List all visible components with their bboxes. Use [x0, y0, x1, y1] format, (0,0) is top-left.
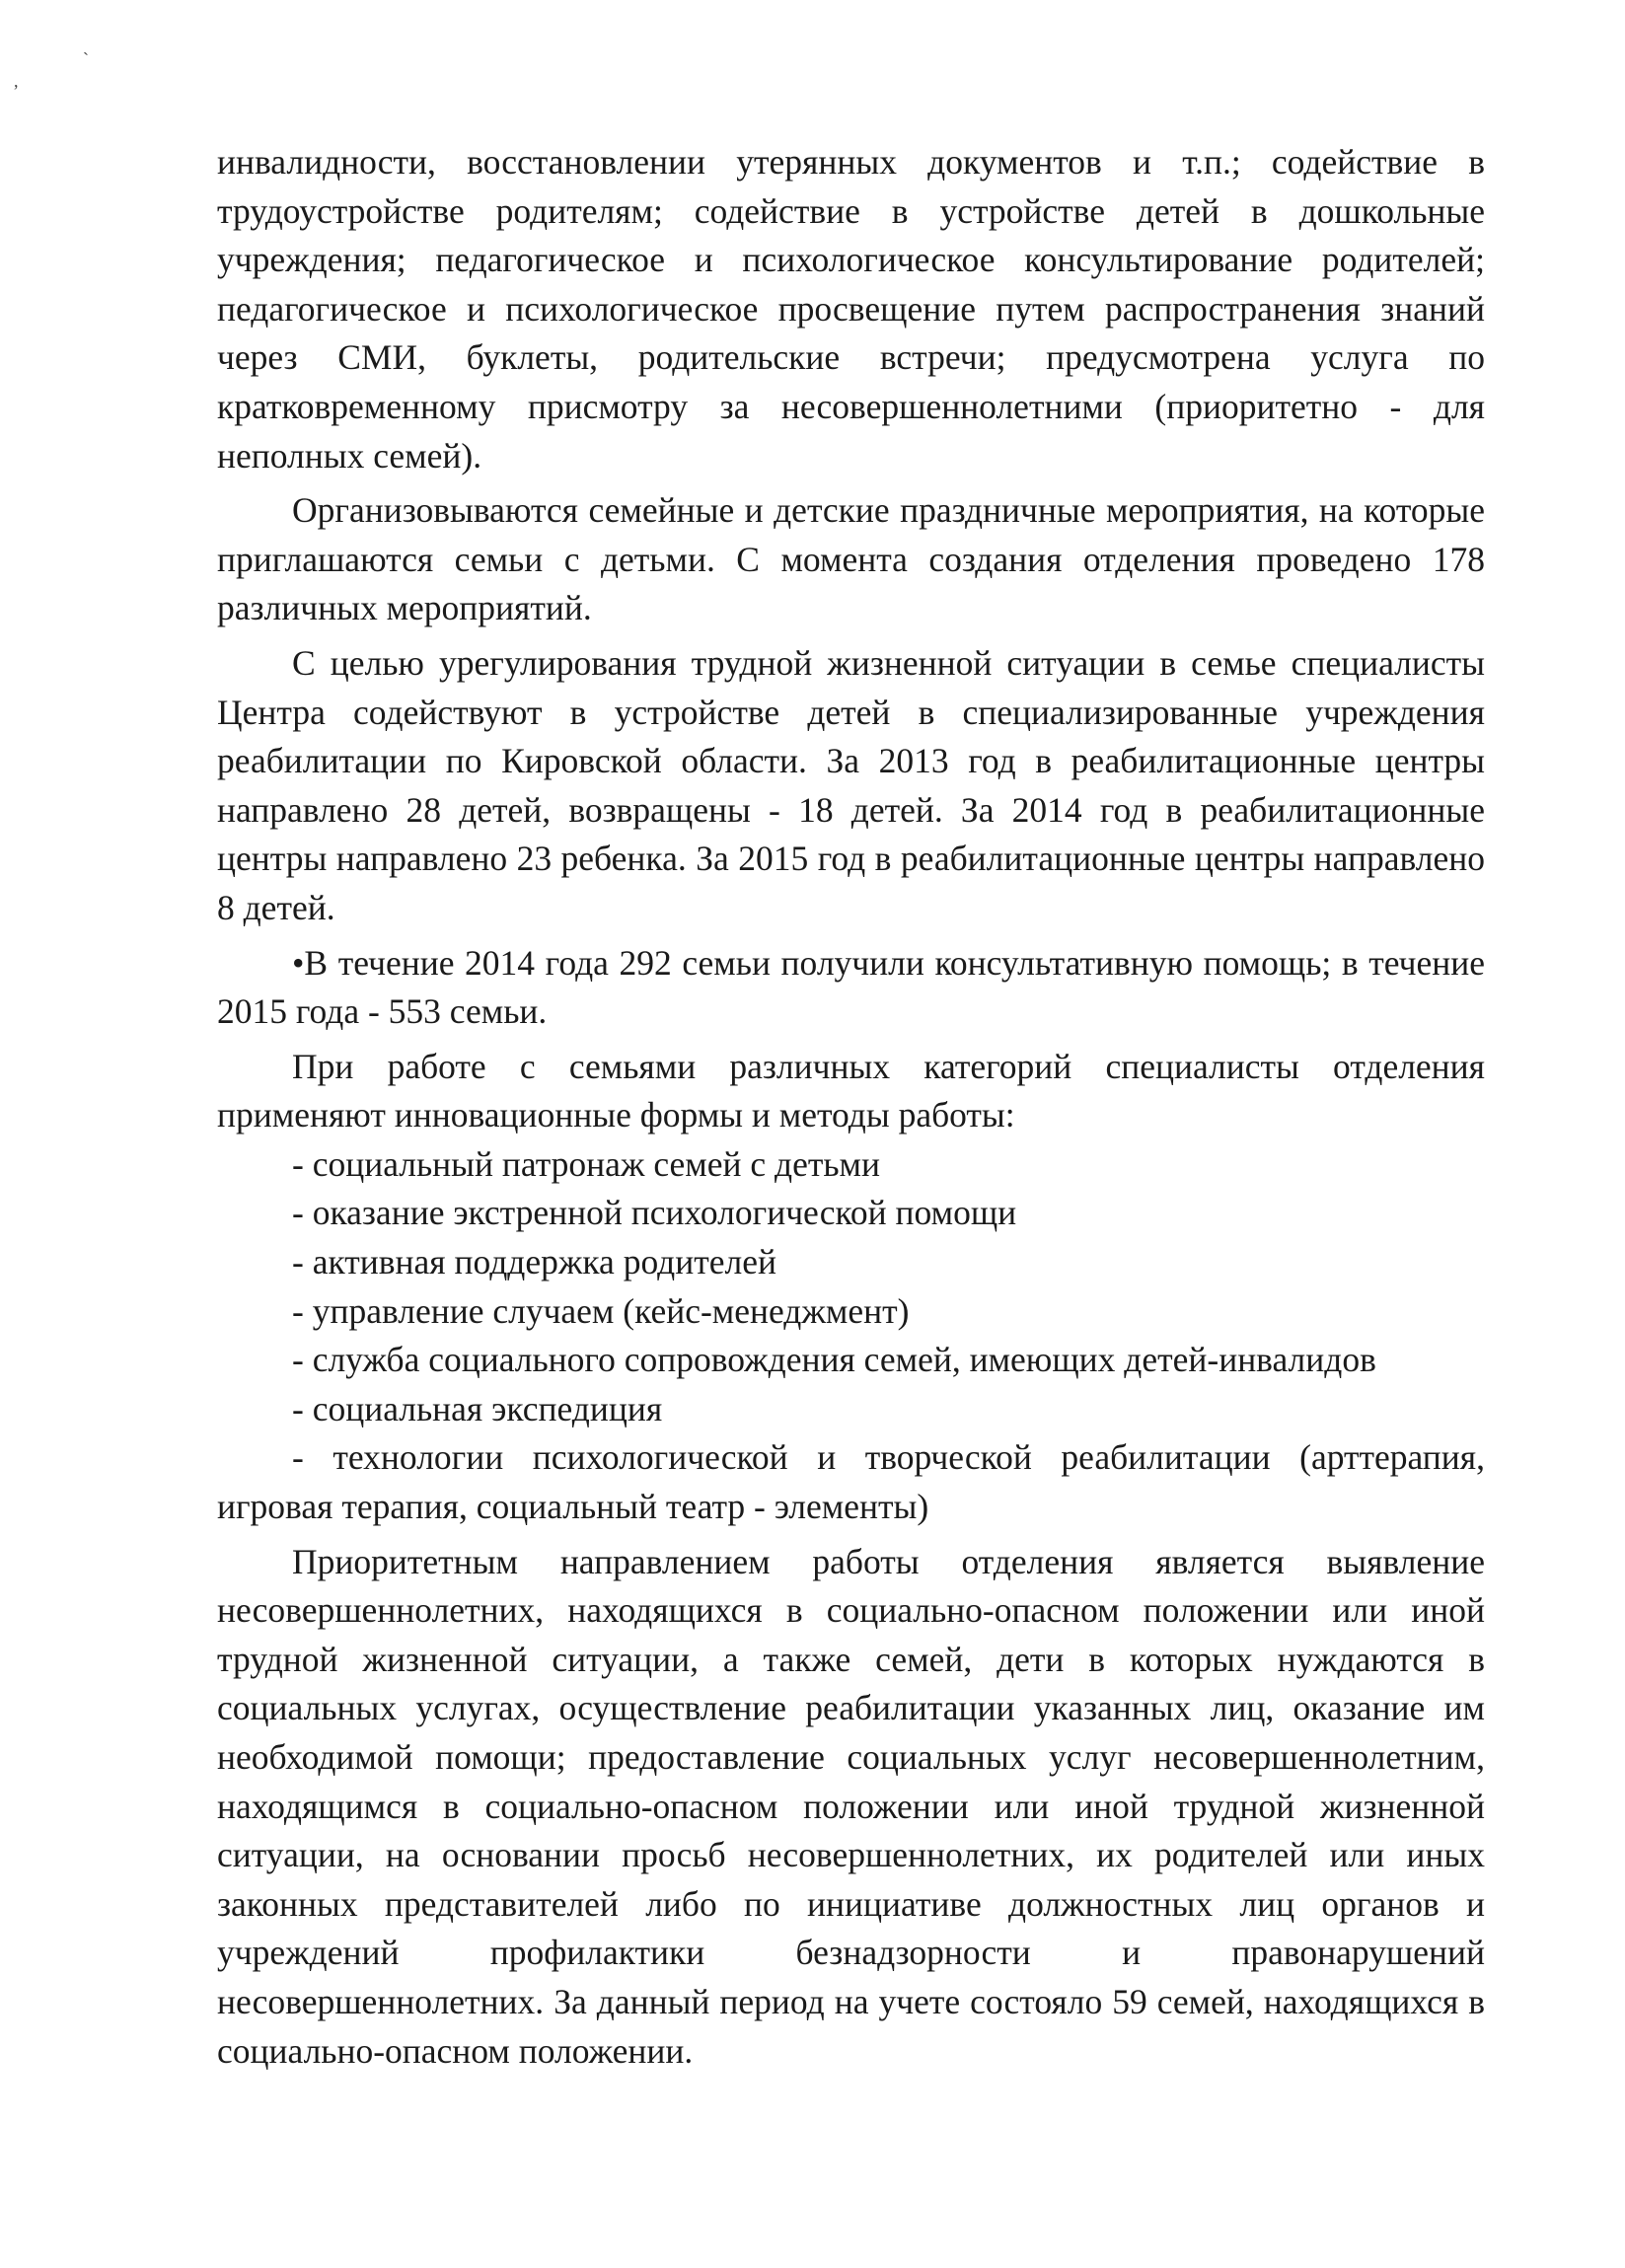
paragraph-methods-intro: При работе с семьями различных категорий специалисты отделения применяют инновационные формы и методы работы:	[217, 1046, 1485, 1135]
list-item: - технологии психологической и творческой реабилитации (арттерапия, игровая терапия, социальный театр - элементы)	[217, 1437, 1485, 1527]
paragraph-rehabilitation: С целью урегулирования трудной жизненной ситуации в семье специалисты Центра содействуют в устройстве детей в специализированные учреждения реабилитации по Кировской области. За 2013 год в реабилитационные центры направлено 28 детей, возвращены - 18 детей. За 2014 год в реабилитационные центры направлено 23 ребенка. За 2015 год в реабилитационные центры направлено 8 детей.	[217, 642, 1485, 927]
paragraph-consultations: •В течение 2014 года 292 семьи получили консультативную помощь; в течение 2015 года - 553 семьи.	[217, 942, 1485, 1032]
list-item: - служба социального сопровождения семей, имеющих детей-инвалидов	[292, 1340, 1376, 1380]
methods-list	[217, 1140, 1485, 1532]
list-item: - управление случаем (кейс-менеджмент)	[292, 1290, 910, 1331]
scan-artifact: `	[83, 49, 89, 69]
paragraph-priority: Приоритетным направлением работы отделения является выявление несовершеннолетних, находящихся в социально-опасном положении или иной трудной жизненной ситуации, а также семей, дети в которых нуждаются в социальных услугах, осуществление реабилитации указанных лиц, оказание им необходимой помощи; предоставление социальных услуг несовершеннолетним, находящимся в социально-опасном положении или иной трудной жизненной ситуации, на основании просьб несовершеннолетних, их родителей или иных законных представителей либо по инициативе должностных лиц органов и учреждений профилактики безнадзорности и правонарушений несовершеннолетних. За данный период на учете состояло 59 семей, находящихся в социально-опасном положении.	[217, 1541, 1485, 2071]
paragraph-services: инвалидности, восстановлении утерянных документов и т.п.; содействие в трудоустройстве родителям; содействие в устройстве детей в дошкольные учреждения; педагогическое и психологическое консультирование родителей; педагогическое и психологическое просвещение путем распространения знаний через СМИ, буклеты, родительские встречи; предусмотрена услуга по кратковременному присмотру за несовершеннолетними (приоритетно - для неполных семей).	[217, 142, 1485, 476]
document-body	[217, 138, 1485, 2076]
list-item: - оказание экстренной психологической помощи	[292, 1193, 1017, 1233]
list-item: - социальный патронаж семей с детьми	[292, 1143, 880, 1184]
paragraph-events: Организовываются семейные и детские праздничные мероприятия, на которые приглашаются семьи с детьми. С момента создания отделения проведено 178 различных мероприятий.	[217, 490, 1485, 628]
list-item: - социальная экспедиция	[292, 1388, 663, 1428]
scan-artifact: ,	[14, 71, 19, 91]
list-item: - активная поддержка родителей	[292, 1242, 776, 1282]
